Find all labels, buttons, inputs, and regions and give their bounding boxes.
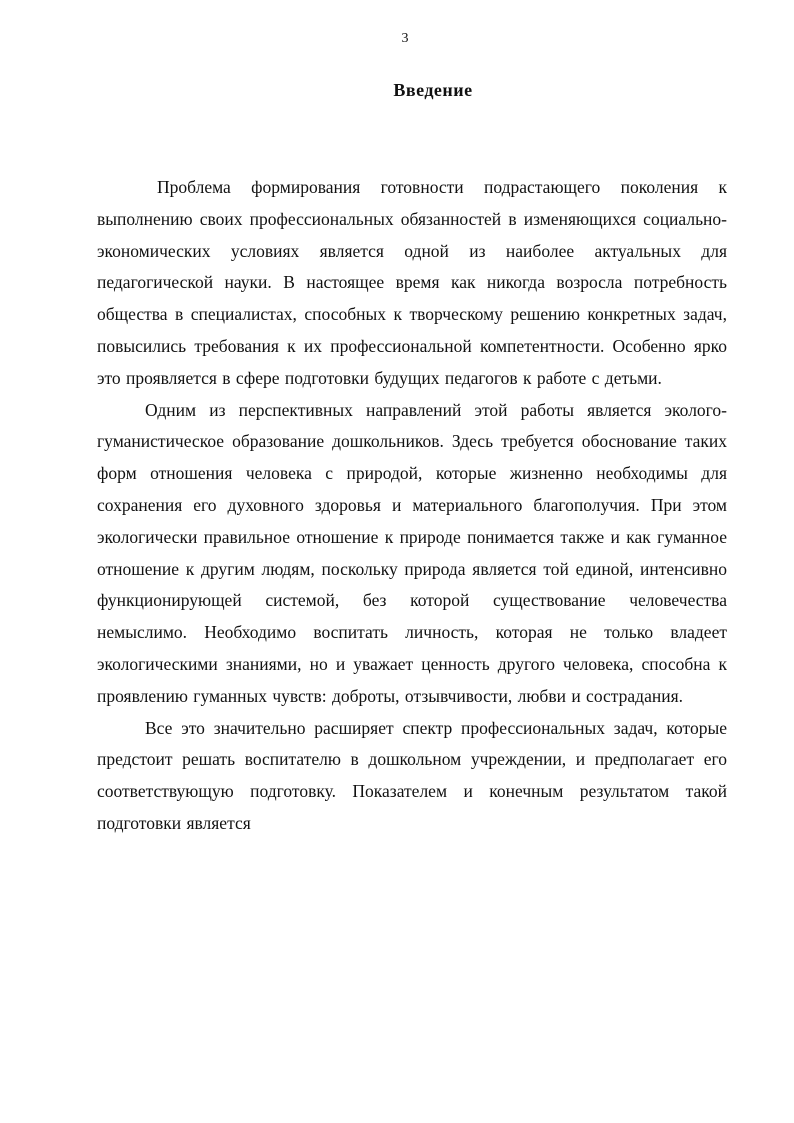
section-heading: Введение [393,80,473,100]
page-number: 3 [401,31,409,46]
paragraph-2: Одним из перспективных направлений этой работы является эколого-гуманистическое образование дошкольников. Здесь требуется обоснование таких форм отношения человека с природой, которые жизненно необходимы для сохранения его духовного здоровья и материального благополучия. При этом экологически правильное отношение к природе понимается также и как гуманное отношение к другим людям, поскольку природа является той единой, интенсивно функционирующей системой, без которой существование человечества немыслимо. Необходимо воспитать личность, которая не только владеет экологическими знаниями, но и уважает ценность другого человека, способна к проявлению гуманных чувств: доброты, отзывчивости, любви и сострадания. [97,399,727,706]
paragraph-1: Проблема формирования готовности подрастающего поколения к выполнению своих профессиональных обязанностей в изменяющихся социально-экономических условиях является одной из наиболее актуальных для педагогической науки. В настоящее время как никогда возросла потребность общества в специалистах, способных к творческому решению конкретных задач, повысились требования к их профессиональной компетентности. Особенно ярко это проявляется в сфере подготовки будущих педагогов к работе с детьми. [97,177,727,388]
body-text [97,172,727,840]
paragraph-3: Все это значительно расширяет спектр профессиональных задач, которые предстоит решать воспитателю в дошкольном учреждении, и предполагает его соответствующую подготовку. Показателем и конечным результатом такой подготовки является [97,717,727,833]
